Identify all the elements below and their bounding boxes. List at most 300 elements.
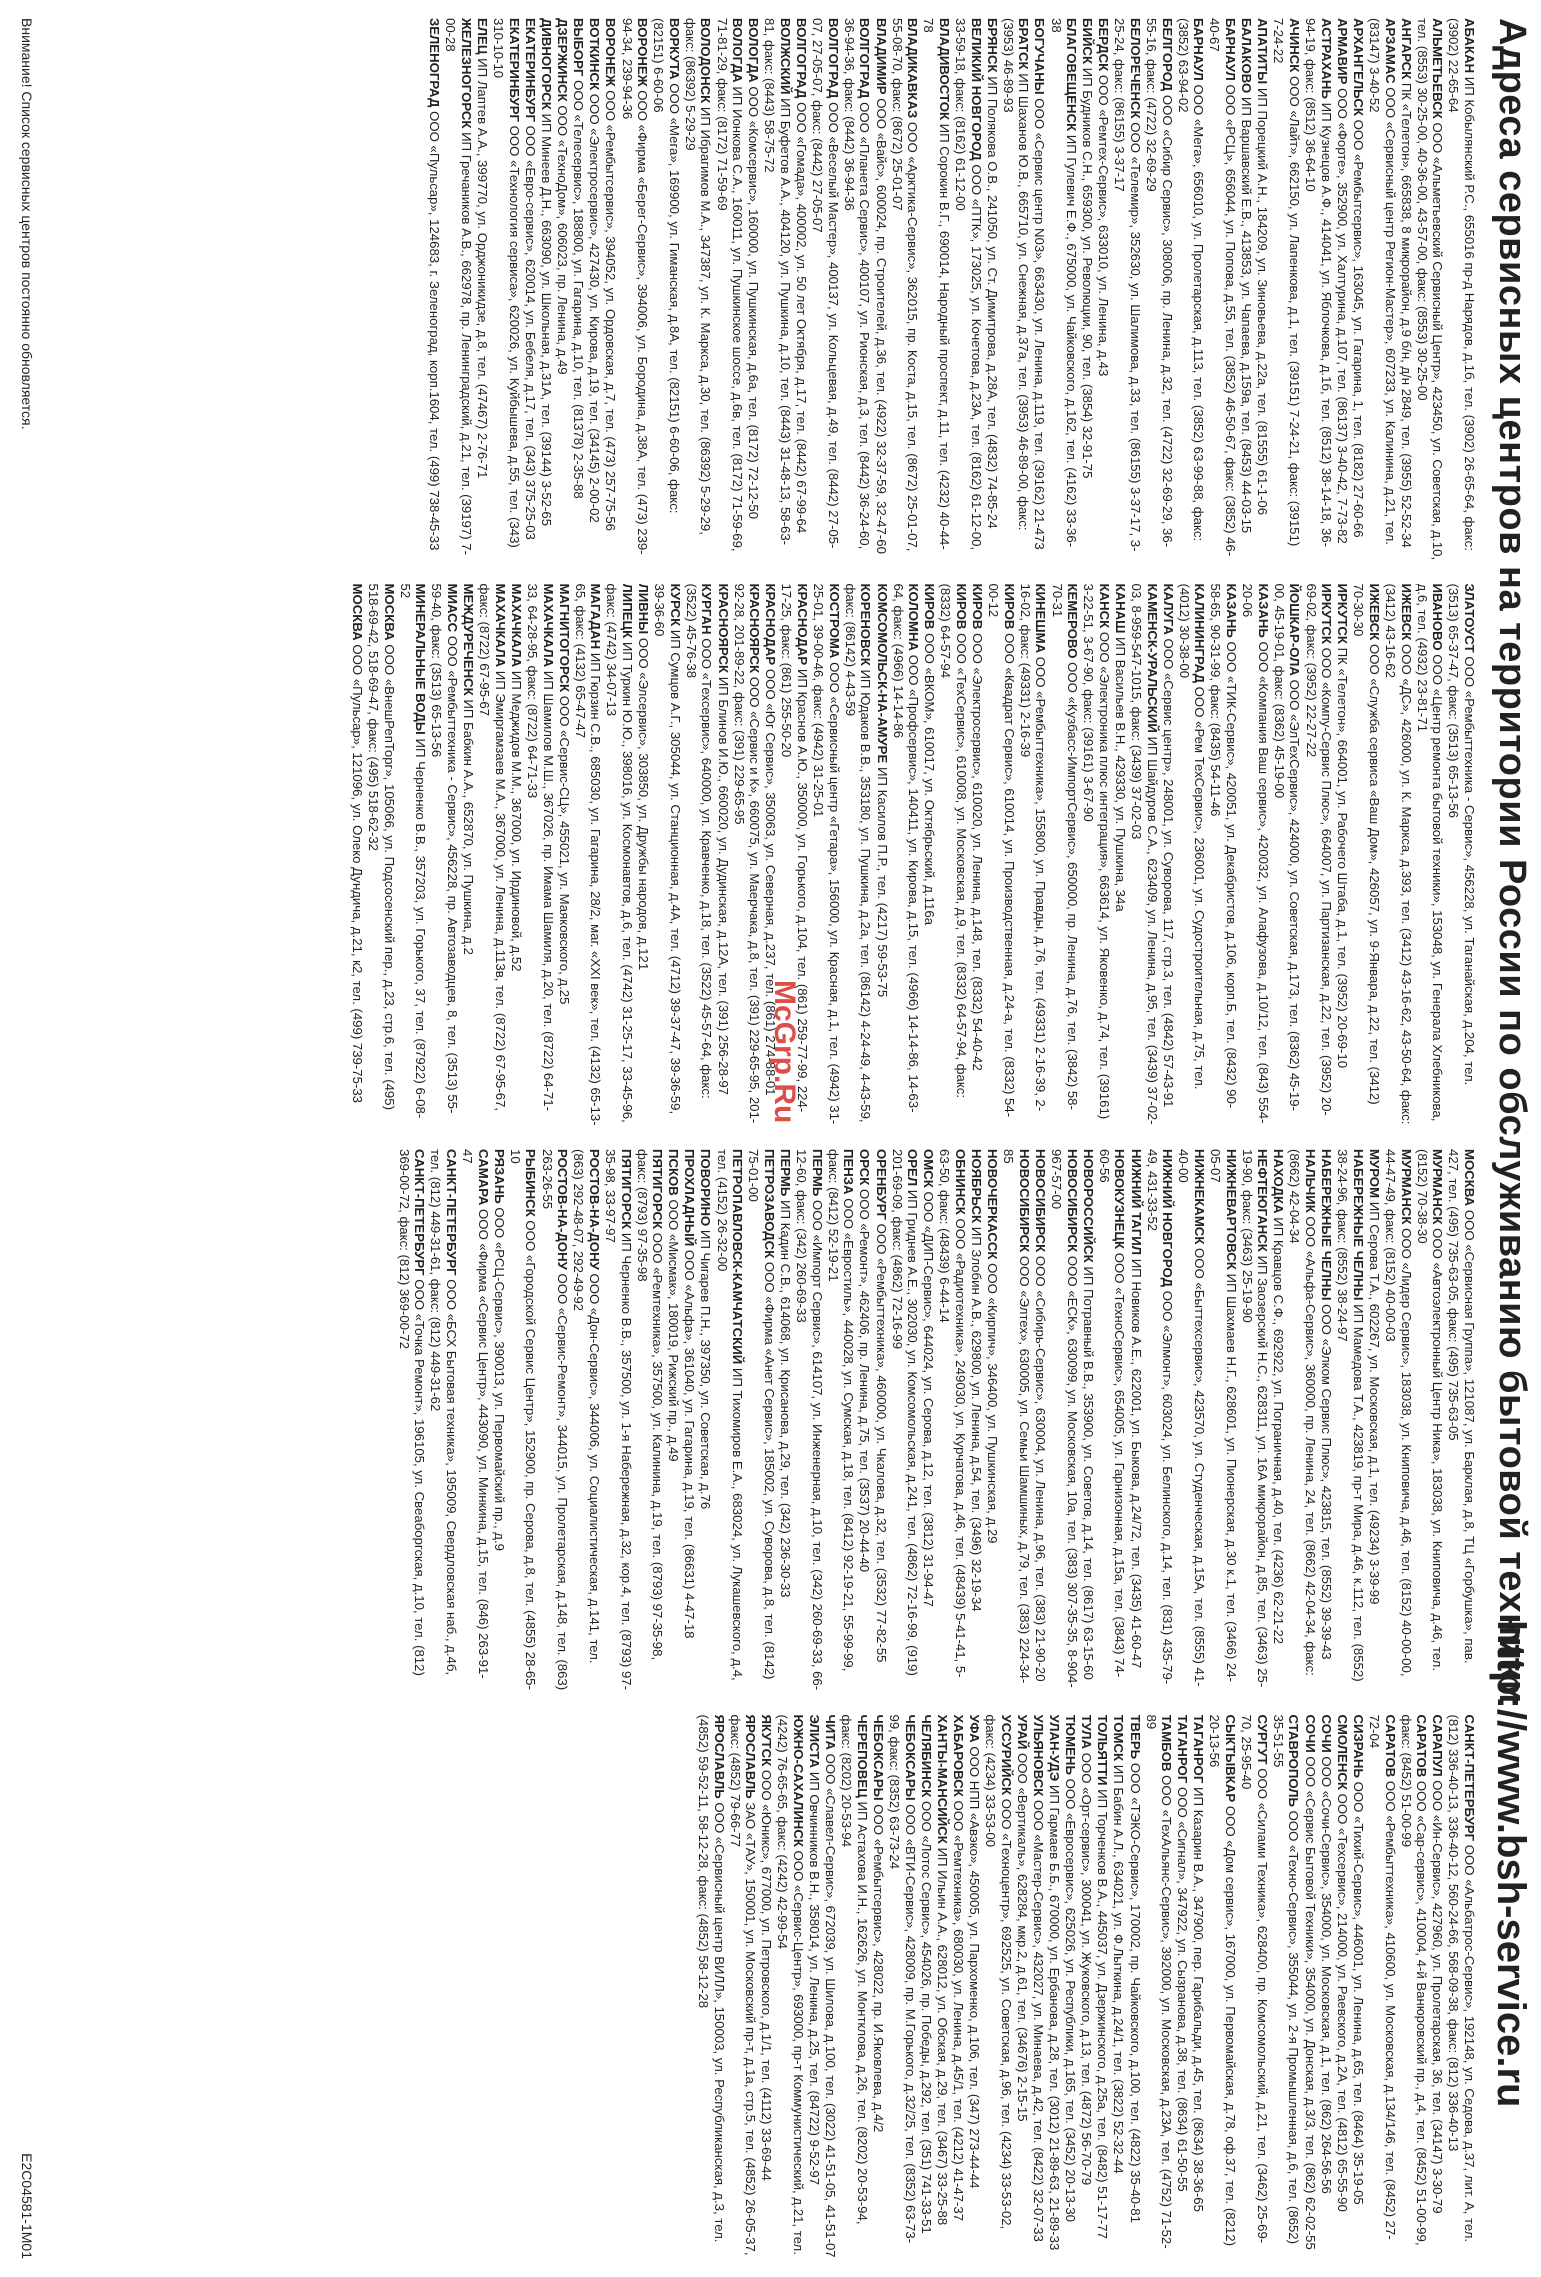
service-center-entry [921,1149,937,1693]
service-center-details: ООО «Сервис и К», 660075, ул. Маерчака, д.8, тел. (391) 229-65-95, 201-92-28, 201-89-22, факс: (391) 229-65-95 [731,583,763,1124]
city-name: ХАБАРОВСК [951,1714,966,1797]
service-center-details: ИП Черненко В.В., 357500, ул. 1-я Набережная, д.32, кор.4, тел. (8793) 97-35-98, 33-97-97 [602,1149,634,1691]
city-name: КОСТРОМА [826,583,842,659]
document-code: E2C04581-1M01 [19,2153,35,2259]
service-center-entry [889,1149,920,1693]
city-name: АРХАНГЕЛЬСК [1350,18,1366,116]
service-center-entry [666,1149,682,1693]
service-center-details: ООО «Техсервис», 214000, ул. Раевского, д.2А, тел. (4812) 65-55-90 [1334,1789,1350,2212]
service-center-details: ООО «Ремтехника», 357500, ул. Калинина, д.19, тел. (8793) 97-35-98, факс: (8793) 97-35-98 [634,1149,666,1661]
service-center-entry [762,18,793,562]
service-center-entry [491,18,522,562]
service-center-details: ИП Лаптев А.А., 399770, ул. Орджоникидзе, д.8, тел. (47467) 2-76-71 [475,54,491,479]
service-center-details: ООО «Силами Техника», 628400, пр. Комсомольский, д.21, тел. (3462) 25-69-70, 25-95-40 [1239,1714,1270,2244]
service-center-details: ООО «Сервисный центр «Гетара», 156000, ул. Красная, д.1, тел. (4942) 31-25-01, 39-00-46, факс: (4942) 31-25-01 [811,583,842,1125]
city-name: НОЯБРЬСК [969,1149,985,1224]
city-name: ПЕТРОПАВЛОВСК-КАМЧАТСКИЙ [730,1149,746,1365]
service-center-details: ПК «Телетон», 664001, ул. Рабочего Штаба, д.1, тел. (3952) 20-69-10 [1335,643,1351,1069]
service-center-entry [477,584,508,1128]
service-center-entry [1366,1149,1382,1693]
service-center-entry [1048,1149,1079,1693]
service-center-entry [571,18,587,562]
service-center-entry [889,18,920,562]
service-center-details: ИП Гриднев А.Е., 302030, ул. Комсомольская, д.241, тел. (4862) 72-16-99, (919) 201-69-09, факс: (4862) 72-16-99 [889,1149,921,1676]
service-center-entry [1096,1149,1127,1693]
service-center-entry [1446,1149,1477,1693]
service-center-entry [538,18,554,562]
service-center-entry [475,18,491,562]
city-name: РОСТОВ-НА-ДОНУ [586,1149,602,1270]
city-name: НОВОСИБИРСК [1032,1149,1048,1253]
service-center-details: ООО «ДИП-Сервис», 644024, ул. Серова, д.12, тел. (3812) 31-94-47 [921,1187,937,1607]
city-name: МОСКВА [1462,1149,1477,1207]
service-center-entry [967,1715,983,2259]
service-center-details: ООО «Ремтех-Сервис», 633010, ул. Ленина, д.43 [1096,71,1112,377]
city-name: ДИВНОГОРСК [539,18,555,110]
service-center-entry [1270,1715,1301,2259]
city-name: ТАГАНРОГ [1191,1714,1207,1784]
service-center-entry [1335,1149,1366,1693]
city-name: ЧЕЛЯБИНСК [918,1714,934,1798]
city-name: ЛИПЕЦК [620,583,636,639]
city-name: МАГАДАН [588,583,604,650]
service-center-details: ИП Гармаев Б.Б., 670000, ул. Ербанова, д.28, тел. (3012) 21-89-63, 21-89-33 [1047,1781,1063,2251]
city-name: БОГУЧАНЫ [1032,18,1048,95]
service-center-details: ООО «Электросервис», 427430, ул. Кирова, д.19, тел. (34145) 2-00-02 [587,90,603,523]
city-name: КИРОВ [954,583,969,630]
service-center-details: ООО «Сибир Сервис», 308006, пр. Ленина, д.32, тел. (4722) 32-69-29, 36-55-16, факс: (4722) 32-69-29 [1144,18,1175,548]
city-name: КЕМЕРОВО [1065,583,1081,659]
service-center-details: ООО «Рембытсервис», 163045, ул. Гагарина, 1, тел. (8182) 27-60-66 [1350,115,1366,538]
service-center-entry [1318,1715,1334,2259]
city-name: ЕКАТЕРИНБУРГ [522,18,538,122]
city-name: ЙОШКАР-ОЛА [1287,583,1303,676]
service-center-entry [793,1149,824,1693]
service-center-details: ООО «Юг Сервис», 350063, ул. Северная, д.237, тел. (861) 274-88-01 [763,665,779,1096]
service-center-details: ООО «Импорт Сервис», 614107, ул. Инженерная, д.10, тел. (342) 260-69-33, 66-12-60, факс: (342) 260-69-33 [794,1149,825,1691]
service-center-entry [1191,1715,1207,2259]
service-center-details: ООО «Рембыттехника», 460000, ул. Чкалова, д.32, тел. (3532) 77-82-55 [873,1220,889,1663]
service-center-entry [1350,1715,1366,2259]
service-center-column [77,1149,1477,1693]
service-center-details: ООО «Сервис-Ремонт», 344015, ул. Пролетарская, д.148, тел. (863) 263-26-55 [539,1149,571,1691]
service-center-entry [556,584,572,1128]
service-center-details: ООО «Сервис-Центр», 693000, пр-т Коммунистический, д.21, тел. (4242) 76-65-65, факс: (4242) 42-99-54 [775,1714,807,2255]
city-name: СОЧИ [1318,1714,1334,1753]
service-center-entry [1175,18,1206,562]
service-center-entry [1143,1715,1174,2259]
service-center-entry [522,18,538,562]
city-name: АСТРАХАНЬ [1318,18,1334,99]
service-center-entry [1335,584,1351,1128]
service-center-entry [1239,1149,1270,1693]
city-name: ОРЕЛ [905,1149,921,1187]
service-center-entry [922,584,938,1128]
service-center-details: ООО «Компания Ваш сервис», 420032, ул. Алафузова, д.10/12, тел. (843) 554-20-06 [1240,583,1271,1124]
service-center-entry [1176,584,1207,1128]
city-name: ПЕНЗА [841,1149,857,1195]
city-name: ЧЕБОКСАРЫ [902,1714,918,1801]
city-name: КАНАШ [1112,583,1128,634]
service-center-entry [428,1149,459,1693]
service-center-details: ИП Злобин А.В., 629800, ул. Ленина, д.54, тел. (3496) 32-19-34 [969,1223,985,1612]
service-center-details: ООО «Техсервис», 640000, ул. Кравченко, д.18, тел. (3522) 45-57-64, факс: (3522) 45-76-38 [683,583,715,1099]
service-center-entry [1049,584,1080,1128]
service-center-details: ООО «Вертикаль», 628284, мкр.2, д.61, тел. (34676) 2-15-15 [1014,1749,1030,2122]
service-center-entry [1271,1149,1287,1693]
service-center-entry [1080,18,1096,562]
service-center-entry [1001,1149,1032,1693]
service-center-details: ООО «Лайт», 662150, ул. Лапенкова, д.1, тел. (39151) 7-24-21, факс: (39151) 7-24-22 [1271,18,1302,547]
watermark: McGrp.Ru [768,980,801,1124]
service-center-entry [1208,584,1239,1128]
service-center-details: ООО «ТехСервис», 610008, ул. Московская, д.9, тел. (8332) 64-57-94, факс: (8332) 64-57-94 [938,583,969,1099]
city-name: САМАРА [475,1149,491,1206]
service-center-details: ООО «Фирма «Сервис Центр», 443090, ул. Минкина, д.15, тел. (846) 263-91-47 [460,1149,491,1679]
service-center-entry [651,18,682,562]
city-name: МИНЕРАЛЬНЫЕ ВОДЫ [413,583,429,735]
service-center-details: ООО «Лидер Сервис», 183038, ул. Книповича, д.46, тел. (8152) 40-00-00, 44-47-49, факс: (8152) 40-00-03 [1383,1149,1414,1677]
service-center-details: ООО «Автоэлектронный Центр Ника», 183038, ул. Книповича, д.46, тел. (8152) 70-38-30 [1414,1149,1446,1671]
service-center-entry [1287,1149,1318,1693]
service-center-details: ООО «Технология сервиса», 620026, ул. Куйбышева, д.55, тел. (343) 310-10-10 [491,18,522,548]
city-name: ОРСК [857,1149,873,1186]
city-name: ИРКУТСК [1335,583,1351,644]
service-center-details: ООО «Юникс», 677000, ул. Петровского, д.1/1, тел. (4112) 33-69-44 [759,1766,775,2181]
service-center-entry [1176,1149,1207,1693]
city-name: НАЛЬЧИК [1303,1149,1319,1213]
service-center-entry [715,584,731,1128]
service-center-details: ИП Туркин Ю.Ю., 398016, ул. Космонавтов, д.6, тел. (4742) 31-25-17, 33-45-96, факс: (4742) 34-07-13 [604,583,636,1123]
service-center-entry [1079,1715,1095,2259]
city-name: САНКТ-ПЕТЕРБУРГ [1462,1714,1477,1842]
city-name: БАРНАУЛ [1223,18,1239,81]
city-name: ЕЛЕЦ [475,18,491,55]
service-center-details: ИП Казарин В.А., 347900, пер. Гарибальди, д.45, тел. (8634) 38-36-65 [1191,1783,1207,2212]
service-center-entry [970,584,986,1128]
service-center-details: ООО «ЕСК», 630099, ул. Московская, 10а, тел. (383) 307-35-35, 8-904-967-57-00 [1049,1149,1080,1688]
service-center-details: ООО «Ин-Сервис», 427960, ул. Пролетарская, 36, тел. (34147) 3-30-79 [1430,1776,1446,2214]
city-name: ВОЛОДОНСК [698,18,714,104]
service-center-details: ООО «ТИК-Сервис», 420051, ул. Декабристов, д.106, корп.Б, тел. (8432) 90-58-65, 90-31-99, факс: (8435) 54-11-46 [1208,583,1240,1109]
service-center-details: ООО «Точка Ремонт», 196105, ул. Свеаборгская, д.10, тел. (812) 369-00-72, факс: (812) 369-00-72 [396,1149,428,1676]
city-name: ПЕТРОЗАВОДСК [761,1149,777,1259]
service-center-entry [1014,1715,1030,2259]
service-center-entry [603,18,619,562]
city-name: ХАНТЫ-МАНСИЙСК [934,1714,950,1844]
service-center-entry [1081,584,1112,1128]
city-name: ЛИВНЫ [636,583,652,635]
service-center-entry [1095,1715,1111,2259]
city-name: КОРЕНОВСК [858,583,874,666]
service-center-entry [984,18,1000,562]
service-center-details: ООО «Рембыттехника», 155800, ул. Правды, д.76, тел. (49331) 2-16-39, 2-16-02, факс: (49331) 2-16-39 [1017,583,1049,1112]
service-center-entry [1414,584,1445,1128]
service-center-details: ИП Васильев В.Н., 429330, ул. Пушкина, 34а [1112,633,1128,912]
service-center-details: ИП Юдаков В.В., 353180, ул. Пушкина, д.2а, тел. (86142) 4-24-49, 4-43-59, факс: (86142) 4-43-59 [842,583,874,1123]
city-name: НИЖНЕВАРТОВСК [1223,1149,1239,1270]
city-name: НИЖНИЙ ТАГИЛ [1128,1149,1144,1256]
city-name: СМОЛЕНСК [1334,1714,1350,1790]
service-center-details: ИП Мамедова Т.А., 423819, пр-т Мира, д.46, к.112, тел. (8552) 38-24-96, факс: (8552) 38-24-97 [1335,1149,1366,1682]
service-center-details: ИП Астахова И.Н., 162626, ул. Монтклова, д.26, тел. (8202) 20-53-94, факс: (8202) 20-53-94 [839,1714,870,2225]
service-center-entry [1111,1715,1127,2259]
service-center-details: ООО «ДС», 426000, ул. К. Маркса, д.393, тел. (3412) 43-16-62, 43-50-64, факс: (3412) 43-16-62 [1383,583,1414,1125]
city-name: ВОТКИНСК [587,18,603,91]
service-center-details: ИП Шамилов М.Ш., 367026, пр. Имама Шамиля, д.20, тел. (8722) 64-71-33, 64-28-95, факс: (8722) 64-71-33 [524,583,556,1111]
service-center-details: ООО «Сервис центр», 248001, ул. Суворова, 117, стр.3, тел. (4842) 57-43-91 [1160,634,1176,1108]
city-name: ЧИТА [823,1714,839,1750]
service-center-entry [1207,1715,1238,2259]
service-center-details: ООО «ТехноСервис», 654005, ул. Гарнизонная, д.15а, тел. (3843) 74-60-56 [1096,1149,1128,1678]
city-name: КУРГАН [699,583,715,635]
city-name: САРАТОВ [1414,1714,1430,1778]
service-center-entry [873,1149,889,1693]
service-center-entry [572,584,603,1128]
city-name: БРЯНСК [984,18,1000,73]
service-center-entry [1030,1715,1046,2259]
city-name: НОВОЧЕРКАССК [985,1149,1001,1260]
service-center-entry [698,1149,714,1693]
service-center-details: ИП Буфетов А.А., 404120, ул. Пушкина, д.10, тел. (8443) 31-48-13, 58-63-81, факс: (8443) 58-75-72 [762,18,793,546]
city-name: КУРСК [667,583,683,627]
service-center-details: ООО «Сигнал», 347922, ул. Сызранова, д.38, тел. (8634) 61-50-55 [1175,1783,1191,2192]
service-center-entry [683,584,714,1128]
city-name: ИВАНОВО [1430,583,1446,651]
document-heading: Адреса сервисных центров на территории России по обслуживанию бытовой техники [1491,18,1533,1704]
service-center-details: ИП Будников С.Н., 659300, ул. Революции, 90, тел. (3854) 32-91-75 [1080,64,1096,479]
city-name: ИЖЕВСК [1398,583,1414,641]
service-center-entry [1398,18,1414,562]
service-center-entry [682,1149,698,1693]
service-center-details: ООО «Славел-Сервис», 672039, ул. Шилова, д.100, тел. (3022) 41-51-05, 41-51-07 [823,1750,839,2258]
service-center-entry [983,1715,1014,2259]
city-name: ПЯТИГОРСК [618,1149,634,1230]
service-center-details: ИП Шайдуров С.А., 623409, ул. Ленина, д.95, тел. (3439) 37-02-03, 8-959-547-1015, факс: (3439) 37-02-03 [1129,583,1160,1125]
service-center-entry [1144,1149,1175,1693]
service-center-details: ИП Меджидов М.М., 367000, ул. Ирдиновой, д.52 [508,667,524,972]
service-center-details: ООО «Мисмак», 180019, Рижский пр., д.49 [666,1195,682,1462]
service-center-details: ООО «Сервисная Группа», 121087, ул. Барклая, д.8, ТЦ «Горбушка», пав. 427, тел. (495) 735-63-05, факс: (495) 735-63-05 [1446,1149,1477,1664]
city-name: УРАЙ [1014,1714,1030,1750]
service-center-details: ООО «Планета Сервис», 400107, ул. Рионская, д.3, тел. (8442) 36-24-60, 36-94-36, факс: (8442) 36-94-36 [841,18,873,550]
city-name: АРЗАМАС [1382,18,1398,84]
city-name: ВЕЛИКИЙ НОВГОРОД [968,18,984,161]
service-center-entry [1128,584,1159,1128]
city-name: НАХОДКА [1271,1149,1287,1214]
service-center-entry [1334,18,1350,562]
city-name: КОЛОМНА [906,583,922,652]
service-center-details: ООО «Евро-сервис», 620014, ул. Бебеля, д.17, тел. (343) 375-25-03 [522,122,538,540]
service-center-entry [1175,1715,1191,2259]
service-center-details: ИП Эмиргамзаев М.А., 367000, ул. Ленина, д.113в, тел. (8722) 67-95-67, факс: (8722) 67-95-67 [477,583,508,1112]
service-center-entry [793,18,809,562]
city-name: ВЛАДИКАВКАЗ [905,18,921,119]
service-center-details: ООО «ПТК», 173025, ул. Кочетова, д.23А, тел. (8162) 61-12-00, 33-59-18, факс: (8162) 61-12-00 [953,18,984,551]
service-center-details: ООО «Евросервис», 625026, ул. Республики, д.165, тел. (3452) 20-13-30 [1063,1774,1079,2222]
city-name: МУРМАНСК [1398,1149,1414,1225]
city-name: НАБЕРЕЖНЫЕ ЧЕЛНЫ [1350,1149,1366,1301]
city-name: БЕРДСК [1096,18,1112,72]
service-center-entry [746,18,762,562]
service-center-entry [1017,584,1048,1128]
city-name: ТАГАНРОГ [1175,1714,1191,1784]
service-center-entry [1128,1149,1144,1693]
service-center-details: ИП Шаханов Ю.В., 665710, ул. Снежная, д.37а, тел. (3953) 46-89-00, факс: (3953) 46-89-93 [1000,18,1032,531]
city-name: АНГАРСК [1398,18,1414,80]
service-center-details: ООО «ТехноДом», 606023, пр. Ленина, д.49 [555,101,571,375]
city-name: ПОВОРИНО [698,1149,714,1227]
service-center-entry [1303,584,1334,1128]
service-center-details: ООО «Рембыттехника - Сервис», 456228, пр. Автозаводцев, 8, тел. (3513) 55-59-40, факс: (3513) 65-13-56 [429,583,460,1114]
service-center-details: ООО «БСХ Бытовая техника», 195009, Свердловская наб., д.4б, тел. (812) 449-31-61, факс: (812) 449-31-62 [428,1149,459,1676]
city-name: НОВОРОССИЙСК [1080,1149,1096,1263]
service-center-entry [1096,18,1112,562]
city-name: АЧИНСК [1286,18,1302,73]
service-center-details: ООО «ВнешРепТорг», 105066, ул. Подсосенский пер., д.23, стр.6, тел. (495) 518-69-42, 518-69-47, факс: (495) 518-62-32 [366,583,397,1110]
city-name: КАЛИНИНГРАД [1192,583,1208,684]
city-name: КРАСНОЯРСК [715,583,731,674]
city-name: НЕФТЕЮГАНСК [1255,1149,1271,1252]
service-center-details: ИП Кобылянский Р.С., 655016 пр-д Нарядов, д.1б, тел. (3902) 26-65-64, факс: (3902) 22-65-64 [1446,18,1477,551]
service-center-details: ООО «Квадрат Сервис», 610014, ул. Производственная, д.24-а, тел. (8332) 54-00-12 [986,583,1017,1118]
service-center-entry [950,1715,966,2259]
city-name: ОМСК [921,1149,937,1188]
city-name: БЛАГОВЕЩЕНСК [1064,18,1080,132]
service-center-details: ООО «Профсервис», 140411, ул. Кирова, д.15, тел. (4966) 14-14-86, 14-63-64, факс: (4966) 14-14-86 [890,583,922,1113]
city-name: КАЗАНЬ [1224,583,1240,638]
city-name: СИЗРАНЬ [1350,1714,1366,1778]
service-center-details: ИП Серова Т.А., 602267, ул. Московская, д.1, тел. (49234) 3-39-99 [1366,1198,1382,1605]
service-center-details: ООО «Служба сервиса «Ваш Дом», 426057, ул. 9-Январа, д.22, тел. (3412) 70-30-30 [1351,583,1382,1105]
city-name: РЫБИНСК [523,1149,539,1217]
city-name: НОВОСИБИРСК [1064,1149,1080,1253]
service-center-entry [1446,584,1477,1128]
city-name: НОВОСИБИРСК [1016,1149,1032,1253]
city-name: БЕЛОРЕЧЕНСК [1128,18,1144,119]
service-center-entry [461,584,477,1128]
city-name: КАЗАНЬ [1255,583,1271,638]
service-center-entry [1382,584,1413,1128]
service-center-entry [1271,18,1302,562]
city-name: ВОРОНЕЖ [635,18,651,87]
city-name: КРАСНОДАР [795,583,811,666]
city-name: ТУЛА [1079,1714,1095,1750]
service-center-entry [634,1149,665,1693]
service-center-entry [1366,1715,1397,2259]
service-center-entry [1063,1715,1079,2259]
city-name: ИРКУТСК [1319,583,1335,644]
city-name: КАМЕНСК-УРАЛЬСКИЙ [1144,583,1160,733]
service-center-entry [1302,18,1333,562]
city-name: ЯКУТСК [759,1714,775,1767]
service-center-entry [986,584,1017,1128]
service-center-details: ООО «Электроника плюс интеграция», 663614, ул. Яковенко, д.74, тел. (39161) 3-22-51, 3-67-90, факс: (39161) 3-67-90 [1081,583,1112,1120]
city-name: ЯРОСЛАВЛЬ [743,1714,759,1799]
city-name: ТОМСК [1111,1714,1127,1762]
city-name: УФА [967,1714,983,1743]
city-name: ТЮМЕНЬ [1063,1714,1079,1775]
service-center-entry [460,1149,491,1693]
service-center-details: ООО «Гомада», 400002, ул. 50 лет Октября, д.17, тел. (8442) 67-99-64 [794,98,810,534]
city-name: АПАТИТЫ [1255,18,1271,85]
service-center-details: ООО «Лотос Сервис», 454026, пр. Победы, д.292, тел. (351) 741-33-51 [918,1797,934,2234]
service-center-entry [759,1715,775,2259]
service-center-details: ООО «Сервис-СЦ», 455021, ул. Маяковского, д.25 [556,692,572,1005]
service-center-entry [775,1715,806,2259]
city-name: ТАМБОВ [1159,1714,1175,1772]
service-center-details: ООО «РСЦ», 656044, ул. Попова, д.55, тел. (3852) 46-50-67, факс: (3852) 46-40-67 [1207,18,1239,557]
service-center-details: ИП Бабкин А.А., 652870, ул. Пушкина, д.2 [461,695,477,955]
service-center-details: ООО «ТехАльянс-Сервис», 392000, ул. Московская, д.23А, тел. (4752) 71-52-89 [1143,1714,1175,2249]
city-name: ОРЕНБУРГ [873,1149,889,1220]
service-center-entry [1032,18,1048,562]
service-center-details: ООО «Техноцентр», 692525, ул. Советская, д.96, тел. (4234) 33-53-02, факс: (4234) 33-53-00 [983,1714,1014,2230]
service-center-details: ИП Краснов А.Ю., 350000, ул. Горького, д.104, тел. (861) 259-77-99, 224-17-25, факс: (861) 255-50-20 [779,583,811,1113]
city-name: САРАПУЛ [1430,1714,1446,1777]
service-center-entry [1366,18,1397,562]
service-center-entry [619,18,650,562]
service-center-details: ООО «ВТИ-Сервис», 428009, пр. М.Горького, д.32/25, тел. (8352) 63-73-99, факс: (8352) 63-73-24 [887,1714,918,2244]
city-name: СЫКТЫВКАР [1223,1714,1239,1803]
service-center-column [77,1715,1477,2259]
website-link[interactable]: http://www.bsh-service.ru [1489,1620,1533,2108]
service-center-entry [1207,18,1238,562]
service-center-entry [365,584,396,1128]
city-name: САРАТОВ [1382,1714,1398,1778]
service-center-entry [777,1149,793,1693]
service-center-entry [1032,1149,1048,1693]
city-name: УССУРИЙСК [998,1714,1014,1796]
service-center-details: ООО «Ремонт», 462406, пр. Ленина, д.75, тел. (3537) 20-44-40 [857,1185,873,1573]
city-name: АБАКАН [1462,18,1477,74]
service-center-entry [555,18,571,562]
city-name: ЯРОСЛАВЛЬ [711,1714,727,1799]
service-center-entry [587,18,603,562]
service-center-details: ООО «Рембытсервис», 428022, пр. И.Яковлева, д.4/2 [871,1800,887,2133]
city-name: НОВОКУЗНЕЦК [1112,1149,1128,1250]
service-center-details: ООО «Сервисный центр ВИЛЛ», 150003, ул. Республиканская, д.3, тел. (4852) 59-52-11, 58-12-28, факс: (4852) 58-12-28 [696,1714,727,2243]
city-name: МЕЖДУРЕЧЕНСК [461,583,477,696]
service-center-details: ИП Торченков В.А., 445037, ул. Дзержинского, д.25а, тел. (8482) 51-17-77 [1095,1785,1111,2239]
city-name: ТВЕРЬ [1127,1714,1143,1760]
service-center-details: ООО «Рем ТехСервис», 236001, ул. Судостроительная, д.75, тел. (4012) 30-38-00 [1176,583,1208,1090]
service-center-details: ИП Тихомиров Е.А., 683024, ул. Лукашевского, д.4, тел. (4152) 26-32-00 [714,1149,746,1681]
city-name: АЛЬМЕТЬЕВСК [1430,18,1446,119]
service-center-details: ООО «Пульсар», 121096, ул. Олеко Дундича, д.21, к2, тел. (499) 739-75-33 [349,640,365,1104]
service-center-details: ООО «Пульсар», 124683, г. Зеленоград, корп.1604, тел. (499) 738-45-33 [427,107,443,551]
service-center-details: ООО «Сервисный центр Регион-Мастер», 607233, ул. Калинина, д.21, тел. (83147) 3-40-52 [1366,18,1398,545]
service-center-details: ООО «Техно-Сервис», 355044, ул. 2-я Промышленная, д.6, тел. (8652) 35-51-55 [1270,1714,1302,2245]
service-center-entry [1048,18,1079,562]
service-center-entry [443,18,474,562]
service-center-details: ООО «Городской Сервис Центр», 152900, пр. Серова, д.8, тел. (4855) 28-65-10 [507,1149,539,1690]
service-center-entry [887,1715,918,2259]
city-name: ВОЛОГДА [730,18,746,83]
service-center-details: ИП Ильин А.А., 628012, ул. Обская, д.29, тел. (3467) 33-25-88 [934,1843,950,2226]
city-name: УЛЬЯНОВСК [1030,1714,1046,1797]
service-center-details: ООО «Мега», 656010, ул. Пролетарская, д.113, тел. (3852) 63-99-88, факс: (3852) 63-94-02 [1175,18,1207,542]
service-center-entry [539,1149,570,1693]
service-center-details: ИП Бабин А.Л., 634021, ул. Ф.Лыткина, д.24/1, тел. (3822) 52-32-44 [1111,1761,1127,2174]
service-center-entry [1446,1715,1477,2259]
service-center-entry [1000,18,1031,562]
service-center-details: ИП Чигарев П.Н., 397350, ул. Советская, д.76 [698,1226,714,1510]
service-center-details: ООО «Радиотехника», 249030, ул. Курчатова, д.46, тел. (48439) 5-41-41, 5-63-50, факс: (48439) 6-44-14 [937,1149,968,1678]
city-name: КАНСК [1096,583,1112,629]
city-name: МУРМАНСК [1430,1149,1446,1225]
service-center-entry [1080,1149,1096,1693]
